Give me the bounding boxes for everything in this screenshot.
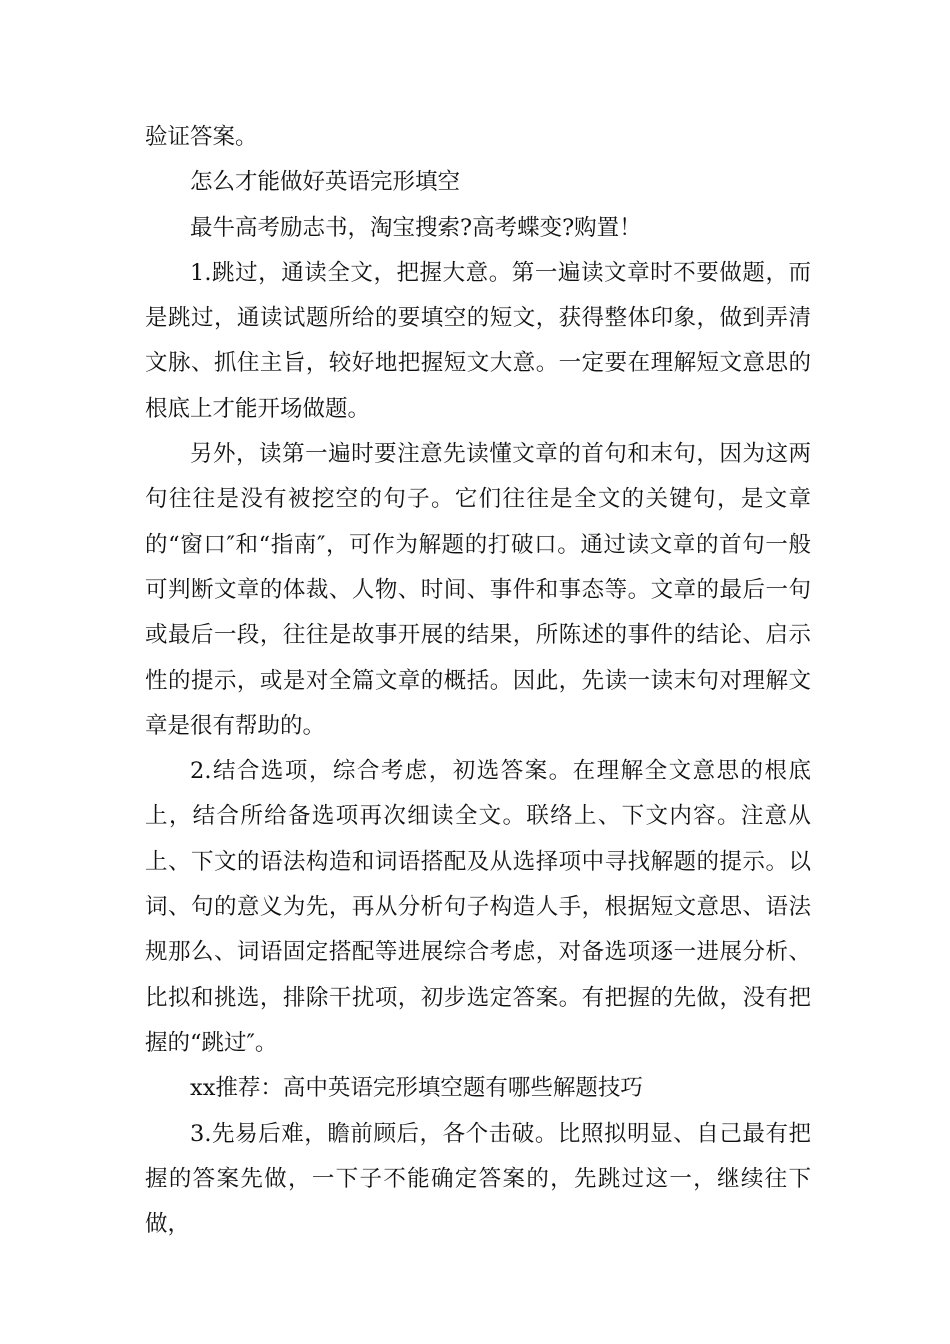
paragraph-additional: 另外，读第一遍时要注意先读懂文章的首句和末句，因为这两句往往是没有被挖空的句子。它们往往是全文的关键句，是文章的“窗口″和“指南″，可作为解题的打破口。通过读文章的首句一般可判断文章的体裁、人物、时间、事件和事态等。文章的最后一句或最后一段，往往是故事开展的结果，所陈述的事件的结论、启示性的提示，或是对全篇文章的概括。因此，先读一读末句对理解文章是很有帮助的。: [145, 441, 811, 739]
document-body: [145, 115, 811, 1247]
promo-line: 最牛高考励志书，淘宝搜索?高考蝶变?购置！: [190, 214, 642, 241]
paragraph-step-3: 3.先易后难，瞻前顾后，各个击破。比照拟明显、自己最有把握的答案先做，一下子不能确定答案的，先跳过这一，继续往下做，: [145, 1120, 811, 1238]
paragraph-step-1: 1.跳过，通读全文，把握大意。第一遍读文章时不要做题，而是跳过，通读试题所给的要填空的短文，获得整体印象，做到弄清文脉、抓住主旨，较好地把握短文大意。一定要在理解短文意思的根底上才能开场做题。: [145, 259, 811, 422]
paragraph-step-2: 2.结合选项，综合考虑，初选答案。在理解全文意思的根底上，结合所给备选项再次细读全文。联络上、下文内容。注意从上、下文的语法构造和词语搭配及从选择项中寻找解题的提示。以词、句的意义为先，再从分析句子构造人手，根据短文意思、语法规那么、词语固定搭配等进展综合考虑，对备选项逐一进展分析、比拟和挑选，排除干扰项，初步选定答案。有把握的先做，没有把握的“跳过″。: [145, 758, 811, 1056]
paragraph-continuation: 验证答案。: [145, 124, 258, 150]
section-heading: 怎么才能做好英语完形填空: [190, 169, 461, 196]
recommendation-line: xx推荐：高中英语完形填空题有哪些解题技巧: [190, 1075, 643, 1102]
